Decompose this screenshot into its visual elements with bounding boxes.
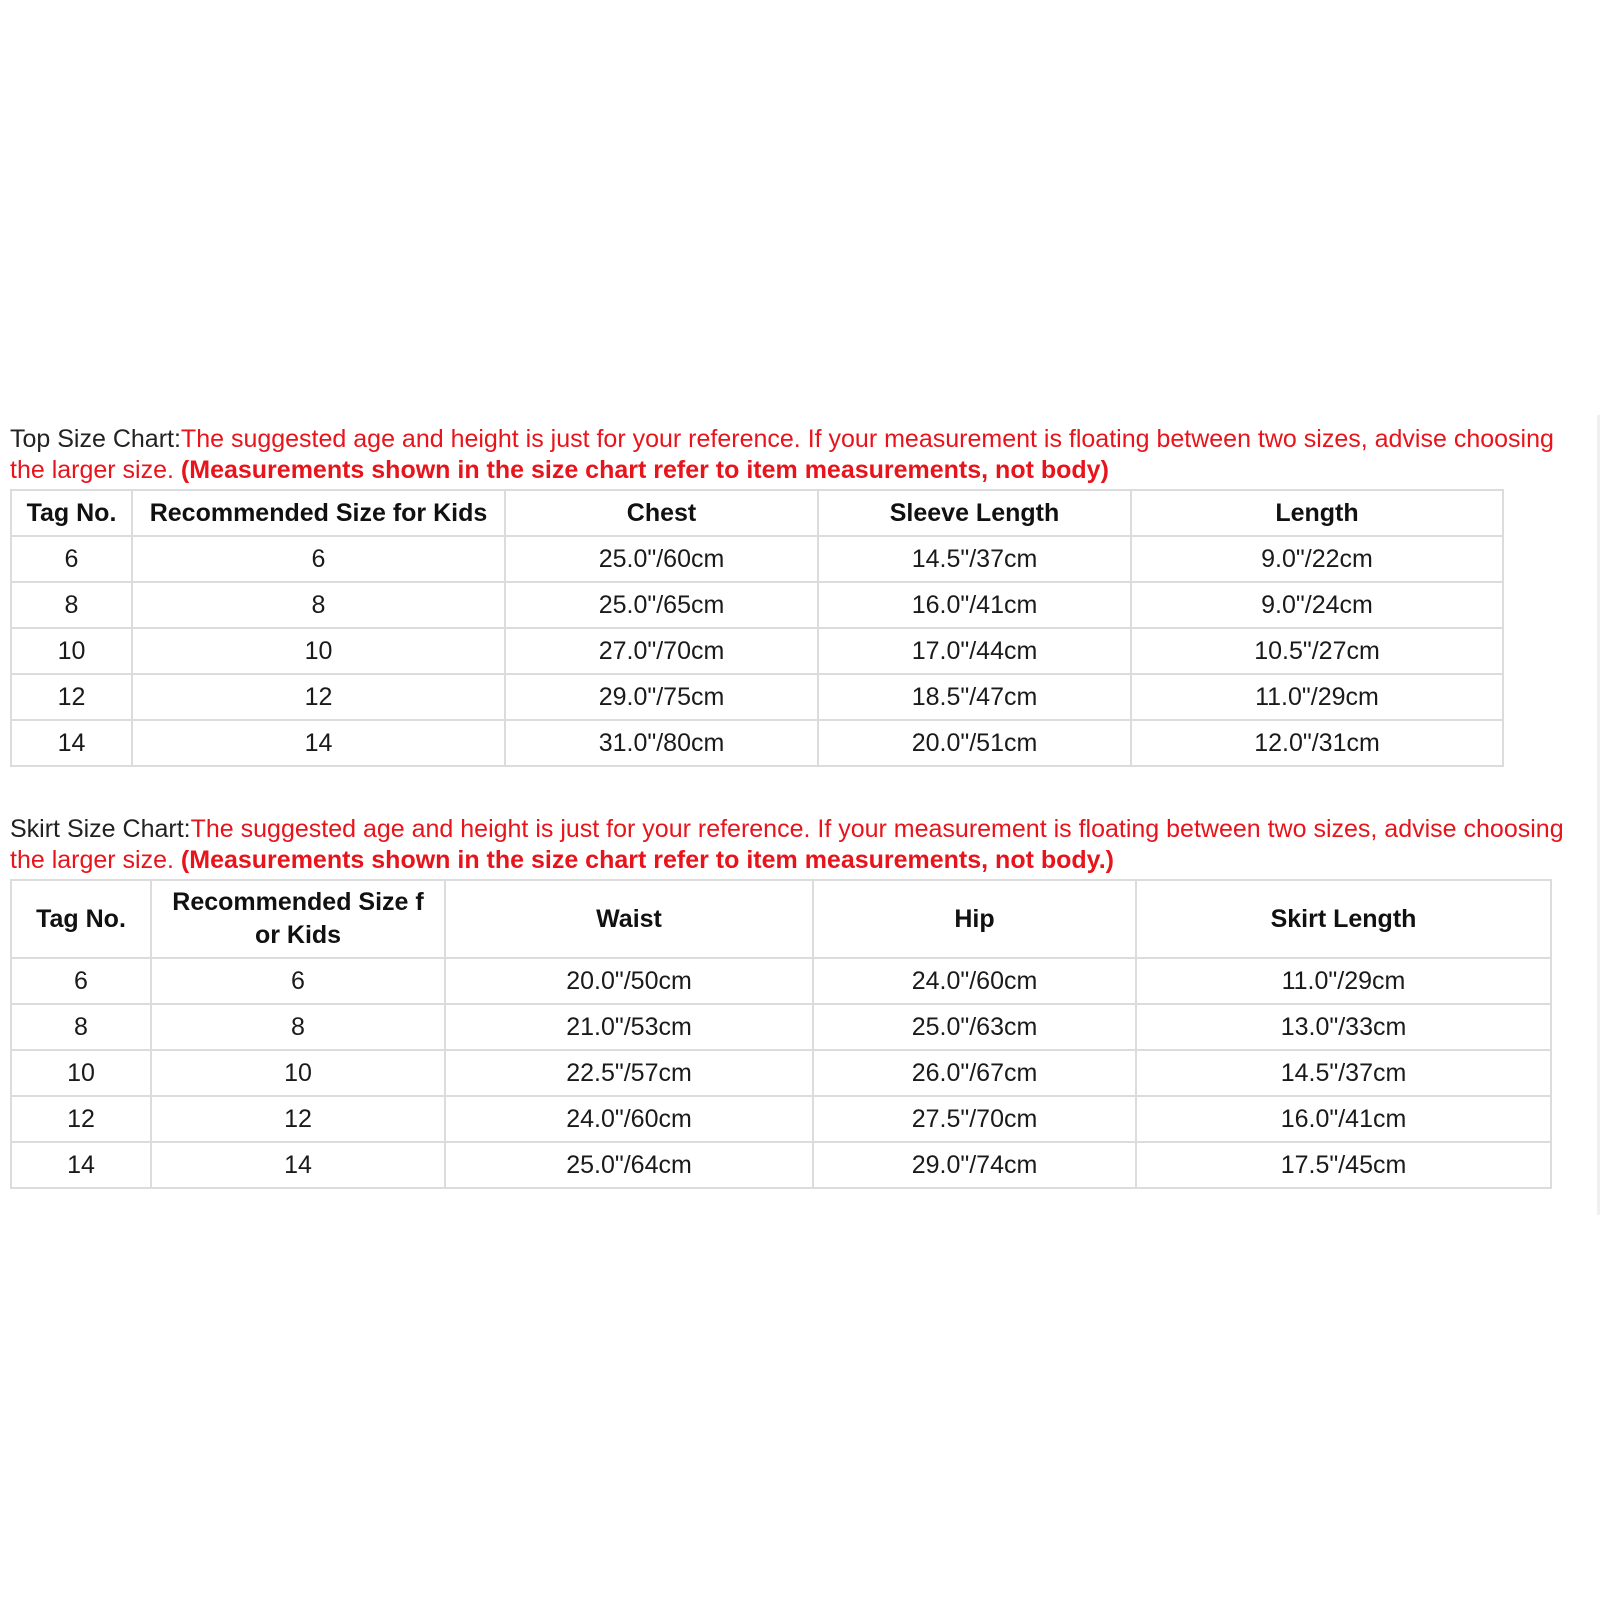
table-cell: 9.0"/22cm xyxy=(1131,536,1503,582)
table-cell: 22.5"/57cm xyxy=(445,1050,813,1096)
table-row xyxy=(11,720,1503,766)
table-cell: 24.0"/60cm xyxy=(445,1096,813,1142)
table-row xyxy=(11,1096,1551,1142)
skirt-chart-label: Skirt Size Chart: xyxy=(10,815,191,843)
column-header: Tag No. xyxy=(11,490,132,536)
column-header: Tag No. xyxy=(11,880,151,958)
table-cell: 16.0"/41cm xyxy=(1136,1096,1551,1142)
table-cell: 8 xyxy=(11,582,132,628)
table-row xyxy=(11,1004,1551,1050)
table-cell: 21.0"/53cm xyxy=(445,1004,813,1050)
table-cell: 10 xyxy=(151,1050,445,1096)
table-cell: 14 xyxy=(11,1142,151,1188)
table-cell: 9.0"/24cm xyxy=(1131,582,1503,628)
table-header-row xyxy=(11,490,1503,536)
table-cell: 17.5"/45cm xyxy=(1136,1142,1551,1188)
table-cell: 20.0"/50cm xyxy=(445,958,813,1004)
table-cell: 12.0"/31cm xyxy=(1131,720,1503,766)
table-cell: 29.0"/74cm xyxy=(813,1142,1136,1188)
table-cell: 8 xyxy=(132,582,505,628)
table-row xyxy=(11,674,1503,720)
table-cell: 14 xyxy=(151,1142,445,1188)
table-cell: 14 xyxy=(11,720,132,766)
column-header: Hip xyxy=(813,880,1136,958)
table-cell: 31.0"/80cm xyxy=(505,720,818,766)
table-cell: 20.0"/51cm xyxy=(818,720,1131,766)
column-header: Skirt Length xyxy=(1136,880,1551,958)
column-header: Recommended Size for Kids xyxy=(132,490,505,536)
table-cell: 8 xyxy=(11,1004,151,1050)
top-chart-label: Top Size Chart: xyxy=(10,425,181,453)
top-size-table xyxy=(10,489,1504,767)
table-cell: 25.0"/60cm xyxy=(505,536,818,582)
table-cell: 18.5"/47cm xyxy=(818,674,1131,720)
skirt-chart-bold-note: (Measurements shown in the size chart refer to item measurements, not body.) xyxy=(180,846,1115,874)
table-cell: 6 xyxy=(132,536,505,582)
table-cell: 25.0"/63cm xyxy=(813,1004,1136,1050)
table-cell: 29.0"/75cm xyxy=(505,674,818,720)
table-cell: 16.0"/41cm xyxy=(818,582,1131,628)
table-cell: 10 xyxy=(11,628,132,674)
table-row xyxy=(11,1142,1551,1188)
table-cell: 12 xyxy=(11,674,132,720)
table-cell: 14 xyxy=(132,720,505,766)
column-header: Chest xyxy=(505,490,818,536)
column-header: Recommended Size f or Kids xyxy=(151,880,445,958)
column-header: Waist xyxy=(445,880,813,958)
table-row xyxy=(11,628,1503,674)
table-cell: 25.0"/65cm xyxy=(505,582,818,628)
table-cell: 26.0"/67cm xyxy=(813,1050,1136,1096)
column-header: Sleeve Length xyxy=(818,490,1131,536)
table-row xyxy=(11,1050,1551,1096)
table-row xyxy=(11,536,1503,582)
skirt-chart-note: The suggested age and height is just for your reference. If your measurement is floating between two sizes, advise choosing the larger size. xyxy=(10,815,1564,874)
table-cell: 13.0"/33cm xyxy=(1136,1004,1551,1050)
top-chart-note: The suggested age and height is just for your reference. If your measurement is floating between two sizes, advise choosing the larger size. xyxy=(10,425,1554,484)
top-chart-caption xyxy=(10,424,1570,486)
table-cell: 8 xyxy=(151,1004,445,1050)
table-cell: 14.5"/37cm xyxy=(818,536,1131,582)
skirt-chart-caption xyxy=(10,814,1590,876)
table-cell: 10 xyxy=(132,628,505,674)
table-cell: 12 xyxy=(11,1096,151,1142)
top-chart-bold-note: (Measurements shown in the size chart refer to item measurements, not body) xyxy=(180,456,1109,484)
table-cell: 6 xyxy=(11,536,132,582)
table-cell: 6 xyxy=(151,958,445,1004)
column-header: Length xyxy=(1131,490,1503,536)
skirt-size-table xyxy=(10,879,1552,1189)
table-cell: 11.0"/29cm xyxy=(1136,958,1551,1004)
table-cell: 24.0"/60cm xyxy=(813,958,1136,1004)
table-cell: 14.5"/37cm xyxy=(1136,1050,1551,1096)
table-cell: 27.5"/70cm xyxy=(813,1096,1136,1142)
table-header-row xyxy=(11,880,1551,958)
table-row xyxy=(11,958,1551,1004)
table-cell: 6 xyxy=(11,958,151,1004)
table-row xyxy=(11,582,1503,628)
top-size-chart-section xyxy=(10,424,1570,767)
table-cell: 11.0"/29cm xyxy=(1131,674,1503,720)
table-cell: 12 xyxy=(151,1096,445,1142)
skirt-size-chart-section xyxy=(10,814,1590,1189)
table-cell: 10.5"/27cm xyxy=(1131,628,1503,674)
table-cell: 10 xyxy=(11,1050,151,1096)
table-cell: 12 xyxy=(132,674,505,720)
table-cell: 25.0"/64cm xyxy=(445,1142,813,1188)
table-cell: 27.0"/70cm xyxy=(505,628,818,674)
table-cell: 17.0"/44cm xyxy=(818,628,1131,674)
